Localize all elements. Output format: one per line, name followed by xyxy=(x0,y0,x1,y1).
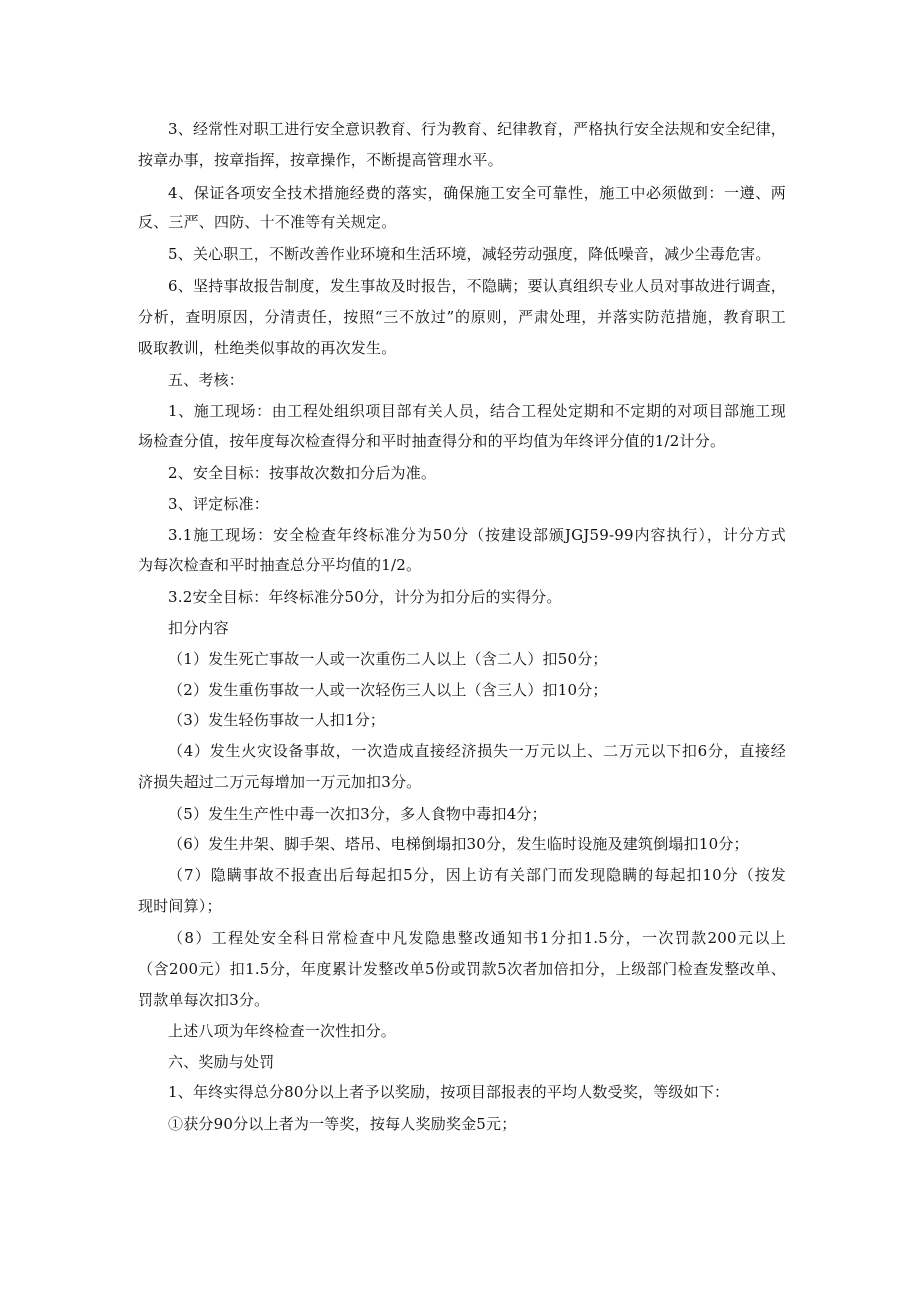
paragraph-line: 3.1施工现场：安全检查年终标准分为50分（按建设部颁JGJ59-99内容执行），计分方式 xyxy=(168,526,786,544)
paragraph-line: 3、评定标准： xyxy=(168,495,269,513)
paragraph-line: 反、三严、四防、十不准等有关规定。 xyxy=(138,213,397,231)
list-item: （1）发生死亡事故一人或一次重伤二人以上（含二人）扣50分； xyxy=(168,650,608,668)
paragraph-line: 3.2安全目标：年终标准分50分，计分为扣分后的实得分。 xyxy=(168,588,562,606)
paragraph-line: 吸取教训，杜绝类似事故的再次发生。 xyxy=(138,339,397,357)
paragraph-line: 1、年终实得总分80分以上者予以奖励，按项目部报表的平均人数受奖，等级如下： xyxy=(168,1083,730,1101)
paragraph-line: 场检查分值，按年度每次检查得分和平时抽查得分和的平均值为年终评分值的1/2计分。 xyxy=(138,432,726,450)
list-item: （6）发生井架、脚手架、塔吊、电梯倒塌扣30分，发生临时设施及建筑倒塌扣10分； xyxy=(168,835,749,853)
list-item: （2）发生重伤事故一人或一次轻伤三人以上（含三人）扣10分； xyxy=(168,681,608,699)
list-item-continuation: （含200元）扣1.5分，年度累计发整改单5份或罚款5次者加倍扣分，上级部门检查发整改单、 xyxy=(138,960,786,978)
section-heading: 六、奖励与处罚 xyxy=(168,1053,275,1071)
section-heading: 五、考核： xyxy=(168,371,245,389)
list-item: （5）发生生产性中毒一次扣3分，多人食物中毒扣4分； xyxy=(168,805,547,823)
list-item-continuation: 济损失超过二万元每增加一万元加扣3分。 xyxy=(138,773,422,791)
paragraph-line: 为每次检查和平时抽查总分平均值的1/2。 xyxy=(138,556,422,574)
list-item: （4）发生火灾设备事故，一次造成直接经济损失一万元以上、二万元以下扣6分，直接经 xyxy=(168,742,786,760)
paragraph-line: 分析，查明原因，分清责任，按照“三不放过”的原则，严肃处理，并落实防范措施，教育职工 xyxy=(138,308,786,326)
paragraph-line: 按章办事，按章指挥，按章操作，不断提高管理水平。 xyxy=(138,151,503,169)
paragraph-line: 1、施工现场：由工程处组织项目部有关人员，结合工程处定期和不定期的对项目部施工现 xyxy=(168,402,786,420)
paragraph-line: 5、关心职工，不断改善作业环境和生活环境，减轻劳动强度，降低噪音，减少尘毒危害。 xyxy=(168,245,771,263)
list-item: ①获分90分以上者为一等奖，按每人奖励奖金5元； xyxy=(168,1115,517,1133)
paragraph-line: 6、坚持事故报告制度，发生事故及时报告，不隐瞒；要认真组织专业人员对事故进行调查， xyxy=(168,277,786,295)
list-item: （3）发生轻伤事故一人扣1分； xyxy=(168,711,386,729)
paragraph-line: 上述八项为年终检查一次性扣分。 xyxy=(168,1022,397,1040)
paragraph-line: 2、安全目标：按事故次数扣分后为准。 xyxy=(168,464,437,482)
list-item: （7）隐瞒事故不报查出后每起扣5分，因上访有关部门而发现隐瞒的每起扣10分（按发 xyxy=(168,866,786,884)
list-item-continuation: 罚款单每次扣3分。 xyxy=(138,991,270,1009)
subsection-heading: 扣分内容 xyxy=(168,619,229,637)
list-item: （8）工程处安全科日常检查中凡发隐患整改通知书1分扣1.5分，一次罚款200元以上 xyxy=(168,929,786,947)
paragraph-line: 4、保证各项安全技术措施经费的落实，确保施工安全可靠性，施工中必须做到：一遵、两 xyxy=(168,184,786,202)
paragraph-line: 3、经常性对职工进行安全意识教育、行为教育、纪律教育，严格执行安全法规和安全纪律， xyxy=(168,120,786,138)
list-item-continuation: 现时间算）； xyxy=(138,897,222,915)
